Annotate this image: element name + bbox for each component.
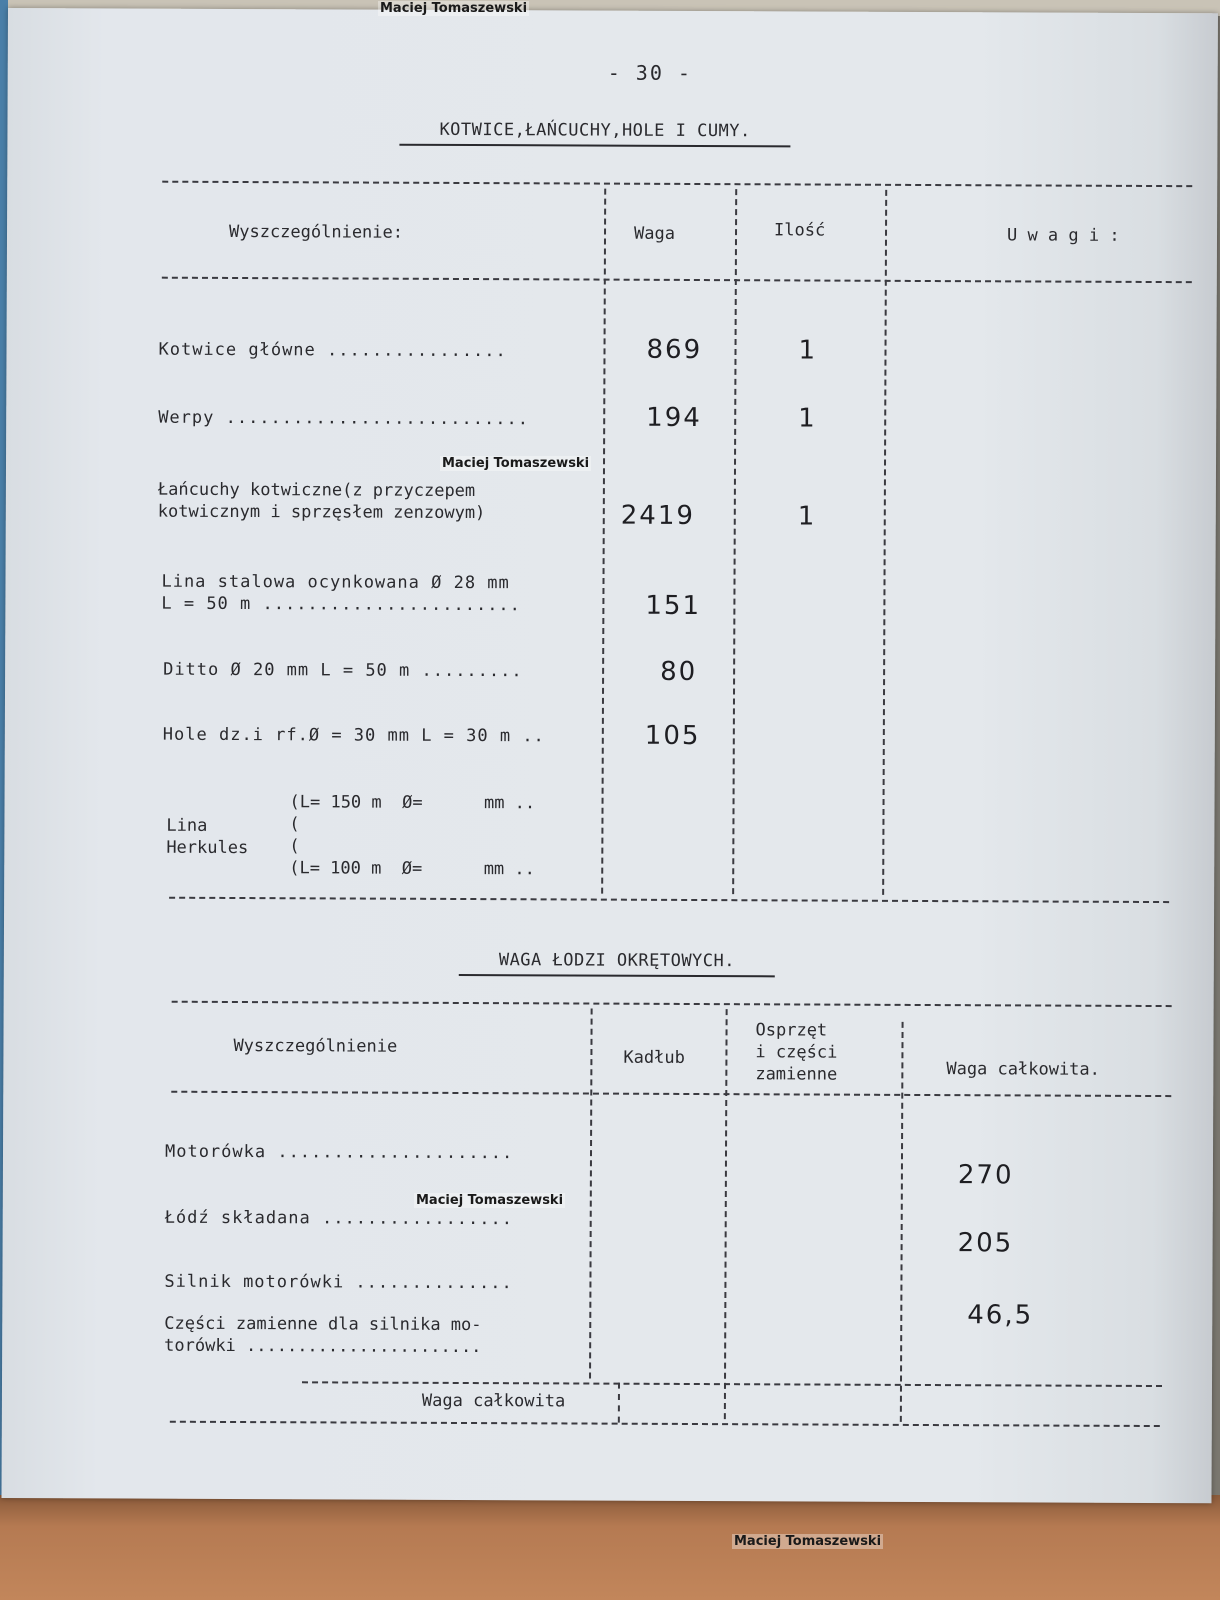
watermark: Maciej Tomaszewski [734, 1534, 882, 1549]
table1-col-divider-1 [601, 189, 606, 894]
wooden-desk [0, 1495, 1220, 1600]
table1-header-weight: Waga [633, 223, 676, 244]
table2-subtotal-rule [302, 1381, 1162, 1387]
table1-header-item: Wyszczególnienie: [228, 221, 404, 243]
watermark: Maciej Tomaszewski [380, 1, 528, 16]
page-number: - 30 - [607, 60, 693, 85]
table2-header-total: Waga całkowita. [946, 1059, 1100, 1080]
table1-row-qty: 1 [798, 403, 817, 434]
table1-col-divider-3 [882, 190, 887, 895]
table1-row-weight: 105 [644, 720, 701, 752]
table1-row-weight: 869 [646, 334, 703, 366]
table1-header-rule [162, 277, 1192, 283]
table1-row-qty: 1 [797, 501, 817, 532]
table1-bottom-rule [169, 897, 1169, 903]
section2-title: WAGA ŁODZI OKRĘTOWYCH. [459, 950, 775, 977]
table2-row-total: 46,5 [967, 1300, 1034, 1331]
table1-row-weight: 2419 [620, 500, 696, 532]
table2-row-total: 205 [957, 1228, 1014, 1259]
table1-row-weight: 194 [646, 402, 702, 434]
table2-header-item: Wyszczególnienie [233, 1035, 398, 1057]
table2-header-equip: Osprzęt i części zamienne [755, 1020, 838, 1085]
table2-footer-label: Waga całkowita [421, 1390, 566, 1412]
table2-col-divider-2 [724, 1009, 728, 1419]
table1-row-label: Lina stalowa ocynkowana Ø 28 mm L = 50 m ....................... [161, 571, 521, 616]
table2-row-label: Silnik motorówki .............. [164, 1271, 513, 1294]
table1-row-qty: 1 [798, 335, 818, 366]
table1-row-weight: 80 [660, 656, 698, 688]
table2-row-label: Motorówka ..................... [164, 1141, 514, 1164]
herkules-label: Lina Herkules [166, 815, 249, 859]
table2-row-total: 270 [957, 1160, 1014, 1191]
table2-row-label: Części zamienne dla silnika mo- torówki ....................... [164, 1313, 482, 1358]
table2-top-rule [172, 1001, 1172, 1007]
table1-row-label: Ditto Ø 20 mm L = 50 m ......... [163, 659, 523, 682]
herkules-spec: (L= 150 m Ø= mm .. ( ( (L= 100 m Ø= mm .. [289, 792, 536, 880]
watermark: Maciej Tomaszewski [442, 456, 590, 471]
table1-header-notes: U w a g i : [1006, 225, 1120, 246]
table2-col-divider-1 [589, 1009, 593, 1379]
table1-col-divider-2 [732, 189, 737, 894]
table1-top-rule [162, 181, 1192, 187]
watermark: Maciej Tomaszewski [416, 1193, 564, 1208]
table2-bottom-rule [170, 1421, 1160, 1427]
table1-row-label: Hole dz.i rf.Ø = 30 mm L = 30 m .. [162, 724, 545, 747]
table1-row-label: Werpy ........................... [158, 407, 530, 430]
table2-col-divider-3 [900, 1022, 904, 1422]
table2-row-label: Łódź składana ................. [164, 1207, 514, 1230]
table1-row-label: Kotwice główne ................ [158, 339, 507, 362]
table2-header-rule [171, 1091, 1171, 1097]
table1-row-label: Łańcuchy kotwiczne(z przyczepem kotwicznym i sprzęsłem zenzowym) [157, 479, 486, 524]
section1-title: KOTWICE,ŁAŃCUCHY,HOLE I CUMY. [399, 120, 790, 148]
table1-row-weight: 151 [645, 590, 702, 622]
document-page [1, 8, 1217, 1503]
table2-footer-divider [618, 1383, 620, 1423]
table2-header-hull: Kadłub [623, 1047, 685, 1068]
table1-header-qty: Ilość [773, 220, 826, 241]
